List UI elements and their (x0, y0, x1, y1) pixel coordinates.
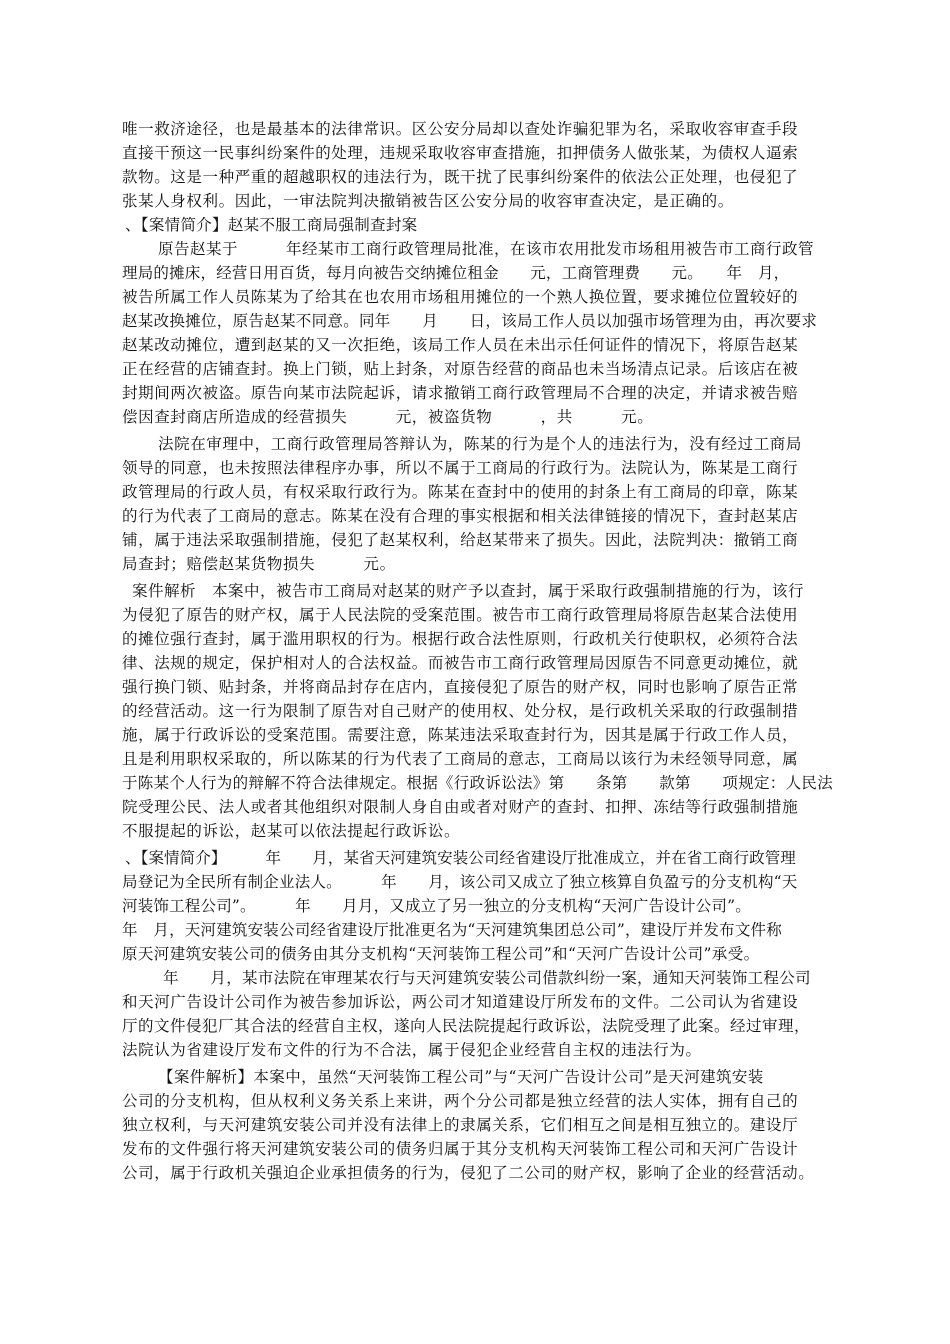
text-line: 河装饰工程公司”。 年 月月，又成立了另一独立的分支机构“天河广告设计公司”。 (122, 897, 751, 915)
text-line: 原告赵某于 年经某市工商行政管理局批准，在该市农用批发市场租用被告市工商行政管 (158, 240, 815, 258)
section-heading: 、【案情简介】赵某不服工商局强制查封案 (125, 216, 418, 234)
text-line: 年 月，某市法院在审理某农行与天河建筑安装公司借款纠纷一案，通知天河装饰工程公司 (163, 969, 811, 987)
text-line: 局登记为全民所有制企业法人。 年 月，该公司又成立了独立核算自负盈亏的分支机构“天 (122, 873, 798, 891)
text-line: 铺，属于违法采取强制措施，侵犯了赵某权利，给赵某带来了损失。因此，法院判决：撤销工商 (122, 531, 799, 549)
text-line: 公司的分支机构，但从权利义务关系上来讲，两个分公司都是独立经营的法人实体，拥有自己的 (122, 1092, 799, 1110)
text-line: 施，属于行政诉讼的受案范围。需要注意，陈某违法采取查封行为，因其是属于行政工作人员， (122, 726, 799, 744)
text-line: 正在经营的店铺查封。换上门锁，贴上封条，对原告经营的商品也未当场清点记录。后该店在被 (122, 360, 799, 378)
text-line: 为侵犯了原告的财产权，属于人民法院的受案范围。被告市工商行政管理局将原告赵某合法使用 (122, 606, 799, 624)
text-line: 独立权利，与天河建筑安装公司并没有法律上的隶属关系，它们相互之间是相互独立的。建设厅 (122, 1116, 799, 1134)
text-line: 不服提起的诉讼，赵某可以依法提起行政诉讼。 (122, 822, 461, 840)
text-line: 且是利用职权采取的，所以陈某的行为代表了工商局的意志，工商局以该行为未经领导同意，属 (122, 750, 799, 768)
text-line: 款物。这是一种严重的超越职权的违法行为，既干扰了民事纠纷案件的依法公正处理，也侵犯了 (122, 168, 799, 186)
text-line: 发布的文件强行将天河建筑安装公司的债务归属于其分支机构天河装饰工程公司和天河广告设计 (122, 1140, 799, 1158)
text-line: 厅的文件侵犯厂其合法的经营自主权，遂向人民法院提起行政诉讼，法院受理了此案。经过审理， (122, 1017, 811, 1035)
text-line: 律、法规的规定，保护相对人的合法权益。而被告市工商行政管理局因原告不同意更动摊位，就 (122, 654, 799, 672)
text-line: 领导的同意，也未按照法律程序办事，所以不属于工商局的行政行为。法院认为，陈某是工商行 (122, 459, 799, 477)
text-line: 赵某改换摊位，原告赵某不同意。同年 月 日，该局工作人员以加强市场管理为由，再次要求 (122, 312, 818, 330)
section-heading: 、【案情简介】 年 月，某省天河建筑安装公司经省建设厅批准成立，并在省工商行政管理 (125, 849, 796, 867)
text-line: 院受理公民、法人或者其他组织对限制人身自由或者对财产的查封、扣押、冻结等行政强制措施 (122, 798, 799, 816)
text-line: 年 月，天河建筑安装公司经省建设厅批准更名为“天河建筑集团总公司”，建设厅并发布文件称 (122, 921, 782, 939)
text-line: 张某人身权利。因此，一审法院判决撤销被告区公安分局的收容审查决定，是正确的。 (122, 192, 734, 210)
text-line: 于陈某个人行为的辩解不符合法律规定。根据《行政诉讼法》第 条第 款第 项规定：人民法 (122, 774, 834, 792)
text-line: 被告所属工作人员陈某为了给其在也农用市场租用摊位的一个熟人换位置，要求摊位位置较好的 (122, 288, 799, 306)
text-line: 原天河建筑安装公司的债务由其分支机构“天河装饰工程公司”和“天河广告设计公司”承受。 (122, 945, 760, 963)
text-line: 法院认为省建设厅发布文件的行为不合法，属于侵犯企业经营自主权的违法行为。 (122, 1041, 702, 1059)
text-line: 强行换门锁、贴封条，并将商品封存在店内，直接侵犯了原告的财产权，同时也影响了原告正常 (122, 678, 799, 696)
section-heading: 案件解析 本案中，被告市工商局对赵某的财产予以查封，属于采取行政强制措施的行为，该行 (132, 582, 805, 600)
text-line: 的行为代表了工商局的意志。陈某在没有合理的事实根据和相关法律链接的情况下，查封赵某店 (122, 507, 799, 525)
text-line: 公司，属于行政机关强迫企业承担债务的行为，侵犯了二公司的财产权，影响了企业的经营活动。 (122, 1164, 815, 1182)
text-line: 赵某改动摊位，遭到赵某的又一次拒绝，该局工作人员在未出示任何证件的情况下，将原告赵某 (122, 336, 799, 354)
text-line: 偿因查封商店所造成的经营损失 元，被盗货物 ，共 元。 (122, 408, 654, 426)
text-line: 理局的摊床，经营日用百货，每月向被告交纳摊位租金 元，工商管理费 元。 年 月， (122, 264, 790, 282)
text-line: 直接干预这一民事纠纷案件的处理，违规采取收容审查措施，扣押债务人做张某，为债权人逼索 (122, 144, 799, 162)
text-line: 局查封；赔偿赵某货物损失 元。 (122, 555, 396, 573)
text-line: 的经营活动。这一行为限制了原告对自己财产的使用权、处分权，是行政机关采取的行政强制措 (122, 702, 799, 720)
text-line: 唯一救济途径，也是最基本的法律常识。区公安分局却以查处诈骗犯罪为名，采取收容审查手段 (122, 120, 799, 138)
text-line: 政管理局的行政人员，有权采取行政行为。陈某在查封中的使用的封条上有工商局的印章，陈某 (122, 483, 799, 501)
text-line: 的摊位强行查封，属于滥用职权的行为。根据行政合法性原则，行政机关行使职权，必须符合法 (122, 630, 799, 648)
text-line: 【案件解析】本案中，虽然“天河装饰工程公司”与“天河广告设计公司”是天河建筑安装 (158, 1068, 764, 1086)
text-line: 和天河广告设计公司作为被告参加诉讼，两公司才知道建设厅所发布的文件。二公司认为省建设 (122, 993, 799, 1011)
text-line: 法院在审理中，工商行政管理局答辩认为，陈某的行为是个人的违法行为，没有经过工商局 (158, 435, 803, 453)
text-line: 封期间两次被盗。原告向某市法院起诉，请求撤销工商行政管理局不合理的决定，并请求被告赔 (122, 384, 799, 402)
